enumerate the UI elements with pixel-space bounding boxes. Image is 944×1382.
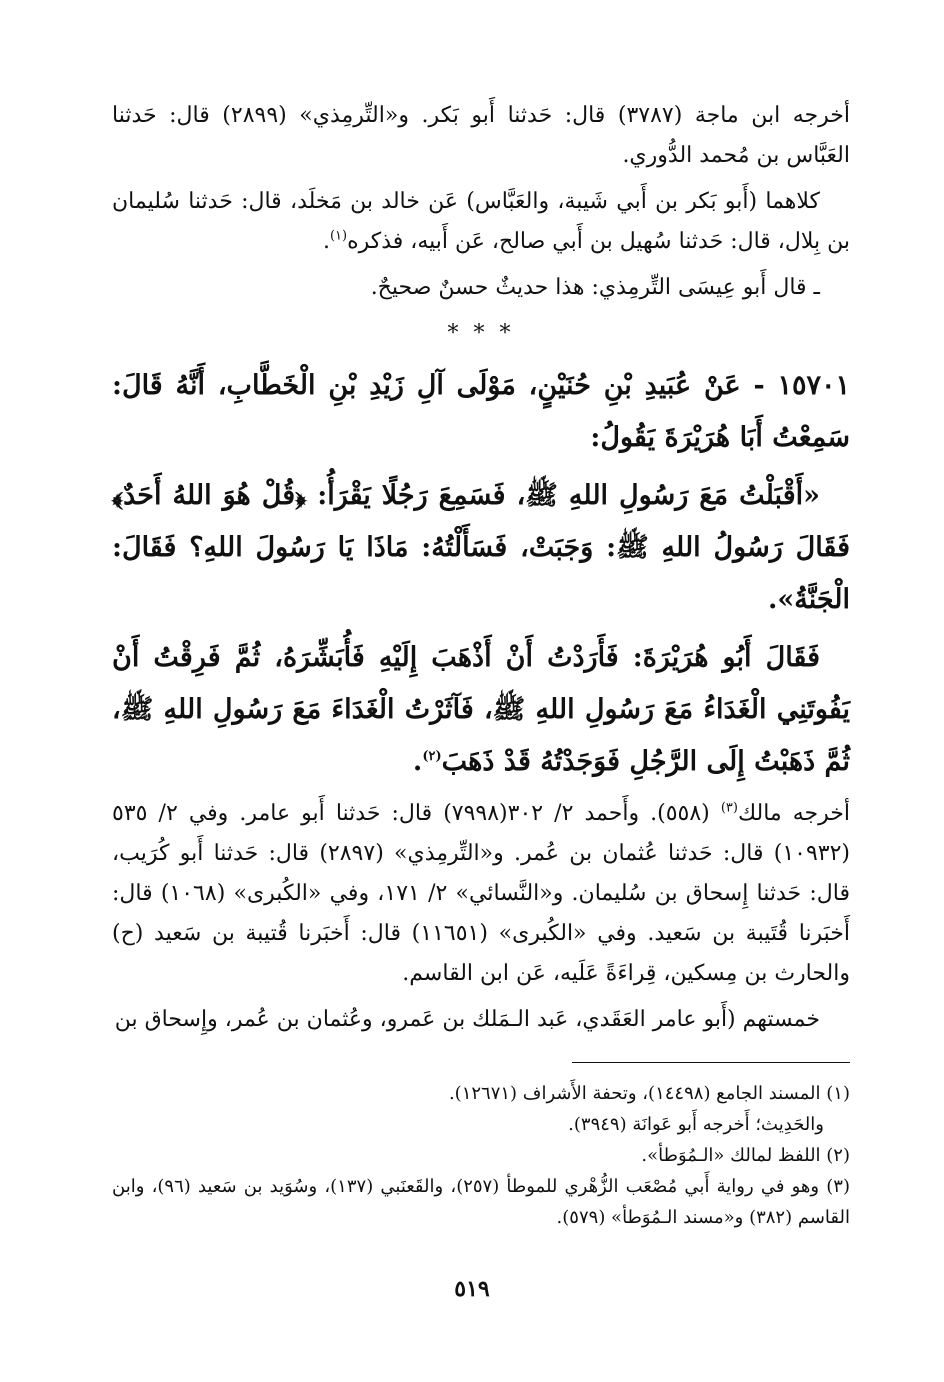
hadith-matn-2-end: .: [412, 746, 423, 777]
footnote-ref-3: (٣): [720, 800, 738, 816]
takhrij-paragraph-4: خمستهم (أَبو عامر العَقَدي، عَبد الـمَلك بن عَمرو، وعُثمان بن عُمر، وإِسحاق بن: [114, 1007, 820, 1032]
takhrij-paragraph-1: أخرجه ابن ماجة (٣٧٨٧) قال: حَدثنا أَبو بَكر. و«التِّرمِذي» (٢٨٩٩) قال: حَدثنا العَبَّاس بن مُحمد الدُّوري.: [112, 103, 851, 168]
hadith-isnad: ١٥٧٠١ - عَنْ عُبَيدِ بْنِ حُنَيْنٍ، مَوْلَى آلِ زَيْدِ بْنِ الْخَطَّابِ، أَنَّهُ قَالَ: سَمِعْتُ أَبَا هُرَيْرَةَ يَقُولُ:: [112, 370, 850, 453]
footnotes: [112, 1078, 850, 1233]
section-separator: * * *: [447, 321, 515, 346]
takhrij-paragraph-2-end: .: [322, 229, 330, 254]
footnote-divider: [572, 1062, 850, 1063]
page-number: ٥١٩: [454, 1276, 490, 1302]
footnote-1-continuation: والحَدِيث؛ أَخرجه أَبو عَوانَة (٣٩٤٩).: [568, 1114, 824, 1135]
hadith-matn-2: [112, 632, 850, 788]
tirmidhi-grading: ـ قال أَبو عِيسَى التِّرمِذي: هذا حديثٌ حسنٌ صحيحٌ.: [370, 275, 820, 300]
main-text: [112, 96, 850, 1046]
footnote-3: (٣) وهو في رواية أَبي مُصْعَب الزُّهْري للموطأ (٢٥٧)، والقَعنَبي (١٣٧)، وسُوَيد بن سَعيد (٩٦)، وابن القاسم (٣٨٢) و«مسند الـمُوَطأ» (٥٧٩).: [112, 1176, 850, 1228]
footnote-ref-1: (١): [329, 228, 348, 244]
takhrij-paragraph-3-start: أخرجه مالك: [737, 801, 851, 826]
hadith-matn-2-text: فَقَالَ أَبُو هُرَيْرَةَ: فَأَرَدْتُ أَنْ أَذْهَبَ إِلَيْهِ فَأُبَشِّرَهُ، ثُمَّ فَرِقْتُ أَنْ يَفُوتَنِي الْغَدَاءُ مَعَ رَسُولِ اللهِ ﷺ، فَآثَرْتُ الْغَدَاءَ مَعَ رَسُولِ اللهِ ﷺ، ثُمَّ ذَهَبْتُ إِلَى الرَّجُلِ فَوَجَدْتُهُ قَدْ ذَهَبَ: [112, 642, 850, 777]
footnote-2: (٢) اللفظ لمالك «الـمُوَطأ».: [641, 1145, 850, 1166]
takhrij-paragraph-3-text: (٥٥٨). وأَحمد ٢/ ٣٠٢(٧٩٩٨) قال: حَدثنا أَبو عامر. وفي ٢/ ٥٣٥ (١٠٩٣٢) قال: حَدثنا عُثمان بن عُمر. و«التِّرمِذي» (٢٨٩٧) قال: حَدثنا أَبو كُرَيب، قال: حَدثنا إِسحاق بن سُليمان. و«النَّسائي» ٢/ ١٧١، وفي «الكُبرى» (١٠٦٨) قال: أَخبَرنا قُتَيبة بن سَعيد. وفي «الكُبرى» (١١٦٥١) قال: أَخبَرنا قُتيبة بن سَعيد (ح) والحارث بن مِسكين، قِراءَةً عَلَيه، عَن ابن القاسم.: [112, 801, 851, 986]
takhrij-paragraph-3: [112, 794, 850, 994]
footnote-ref-2: (٢): [422, 749, 442, 764]
takhrij-paragraph-2: [112, 182, 850, 262]
hadith-matn-1: «أَقْبَلْتُ مَعَ رَسُولِ اللهِ ﷺ، فَسَمِعَ رَجُلًا يَقْرَأُ: ﴿قُلْ هُوَ اللهُ أَحَدٌ﴾ فَقَالَ رَسُولُ اللهِ ﷺ: وَجَبَتْ، فَسَأَلْتُهُ: مَاذَا يَا رَسُولَ اللهِ؟ فَقَالَ: الْجَنَّةُ».: [112, 480, 850, 615]
footnote-1: (١) المسند الجامع (١٤٤٩٨)، وتحفة الأَشراف (١٢٦٧١).: [448, 1083, 850, 1104]
takhrij-paragraph-2-text: كلاهما (أَبو بَكر بن أَبي شَيبة، والعَبَّاس) عَن خالد بن مَخلَد، قال: حَدثنا سُليمان بن بِلال، قال: حَدثنا سُهيل بن أَبي صالح، عَن أَبيه، فذكره: [112, 189, 850, 254]
